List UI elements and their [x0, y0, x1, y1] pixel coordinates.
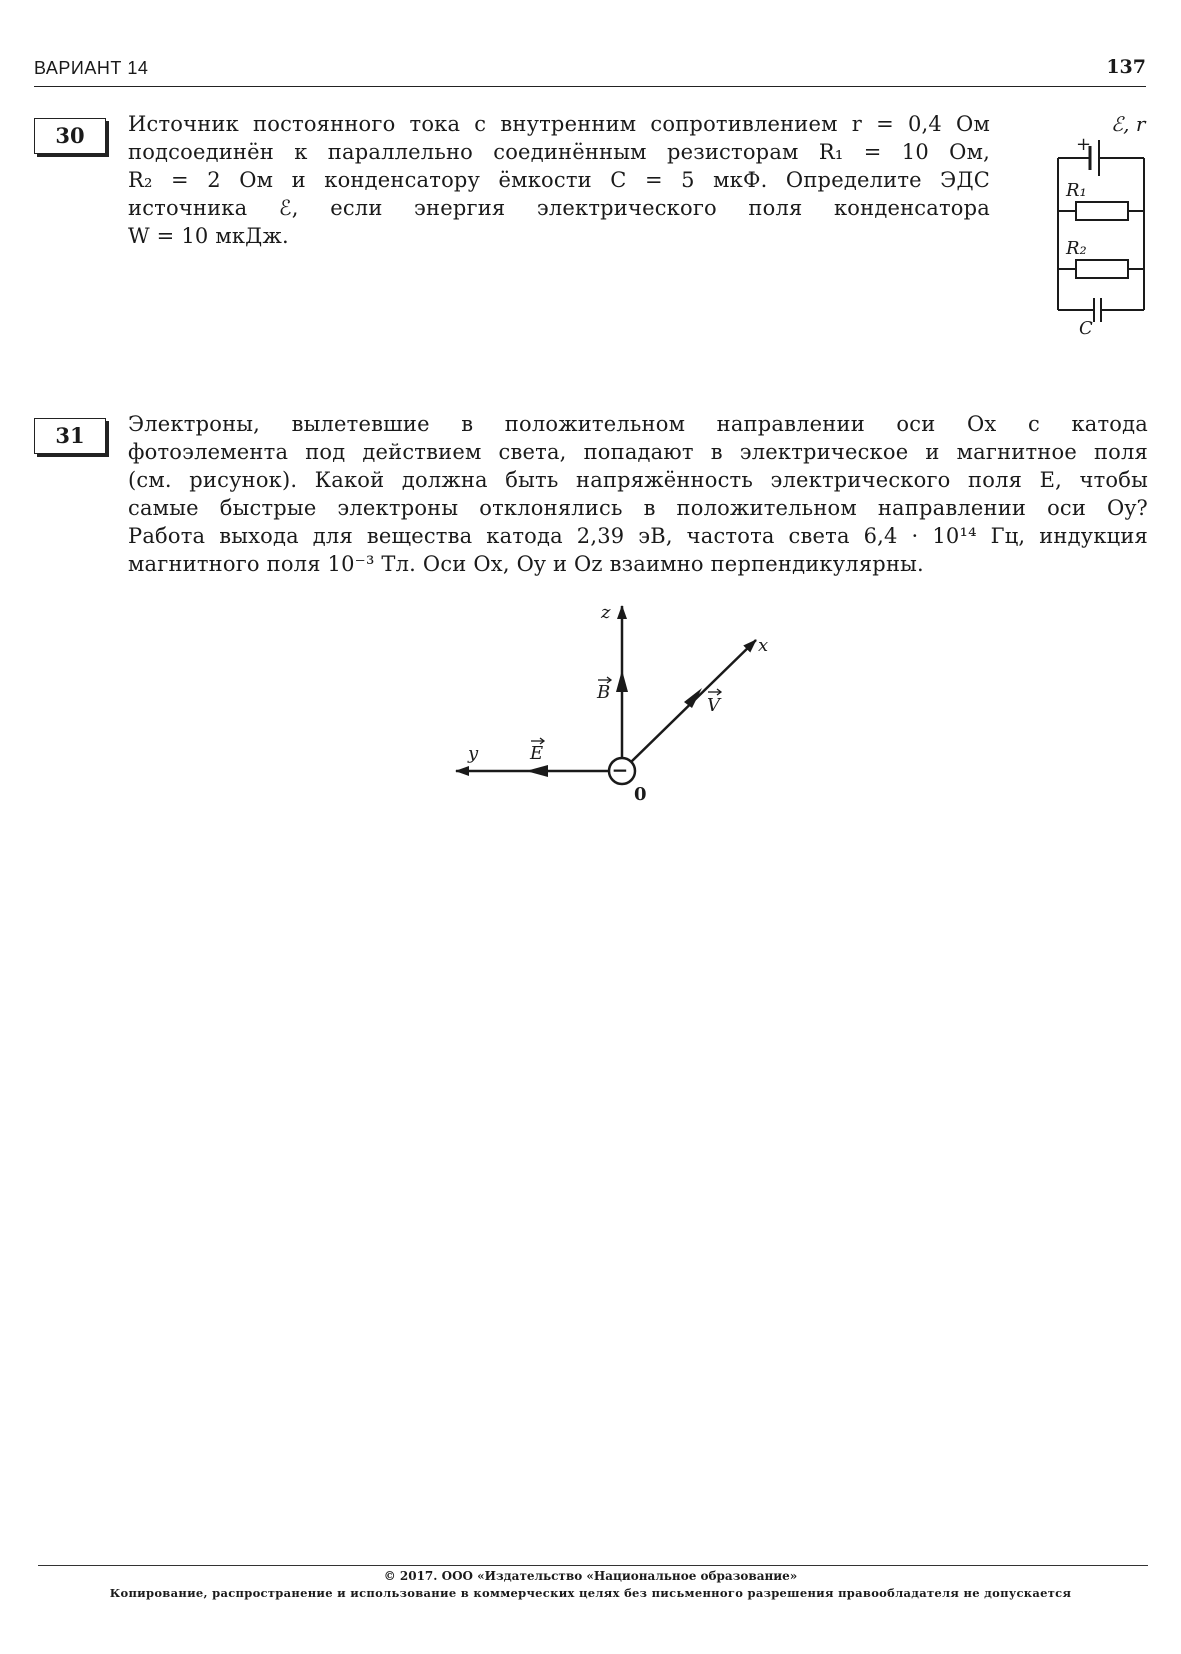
q30-line-4: источника ℰ, если энергия электрического поля конденсатора [128, 196, 990, 220]
variant-label: ВАРИАНТ 14 [34, 58, 149, 78]
e-vector-label: E [530, 743, 544, 764]
x-axis-label: x [758, 635, 769, 656]
page-number: 137 [1106, 56, 1146, 78]
question-31-text [128, 410, 1148, 578]
q31-line-4: самые быстрые электроны отклонялись в положительном направлении оси Oy? [128, 496, 1148, 520]
q30-line-3: R₂ = 2 Ом и конденсатору ёмкости C = 5 мкФ. Определите ЭДС [128, 168, 990, 192]
r1-label: R₁ [1066, 180, 1087, 201]
question-30-text [128, 110, 990, 250]
q30-line-5: W = 10 мкДж. [128, 224, 289, 248]
v-vector-label: V [707, 695, 720, 716]
q31-line-5: Работа выхода для вещества катода 2,39 эВ, частота света 6,4 · 10¹⁴ Гц, индукция [128, 524, 1148, 548]
footer-copyright: © 2017. ООО «Издательство «Национальное образование» [383, 1569, 798, 1583]
header-divider [34, 86, 1146, 87]
origin-label: 0 [634, 784, 647, 805]
electron-sign: − [611, 758, 629, 782]
y-axis-label: y [468, 743, 479, 764]
footer-divider [38, 1565, 1148, 1566]
b-vector-label: B [597, 682, 611, 703]
r2-label: R₂ [1066, 238, 1087, 259]
z-axis-label: z [601, 602, 611, 623]
capacitor-label: C [1079, 318, 1093, 337]
q31-line-6: магнитного поля 10⁻³ Тл. Оси Ox, Oy и Oz взаимно перпендикулярны. [128, 552, 924, 576]
axes-figure [440, 600, 800, 820]
q31-line-2: фотоэлемента под действием света, попадают в электрическое и магнитное поля [128, 440, 1148, 464]
plus-sign: + [1076, 134, 1092, 155]
question-31-number: 31 [34, 418, 106, 454]
footer-notice: Копирование, распространение и использование в коммерческих целях без письменного разрешения правообладателя не допускается [109, 1586, 1072, 1600]
q31-line-3: (см. рисунок). Какой должна быть напряжённость электрического поля E, чтобы [128, 468, 1148, 492]
circuit-diagram [1044, 112, 1154, 337]
q31-line-1: Электроны, вылетевшие в положительном направлении оси Ox с катода [128, 412, 1148, 436]
page-header [34, 58, 1146, 88]
emf-label: ℰ, r [1111, 112, 1146, 136]
question-30-number: 30 [34, 118, 106, 154]
q30-line-1: Источник постоянного тока с внутренним сопротивлением r = 0,4 Ом [128, 112, 990, 136]
q30-line-2: подсоединён к параллельно соединённым резисторам R₁ = 10 Ом, [128, 140, 990, 164]
